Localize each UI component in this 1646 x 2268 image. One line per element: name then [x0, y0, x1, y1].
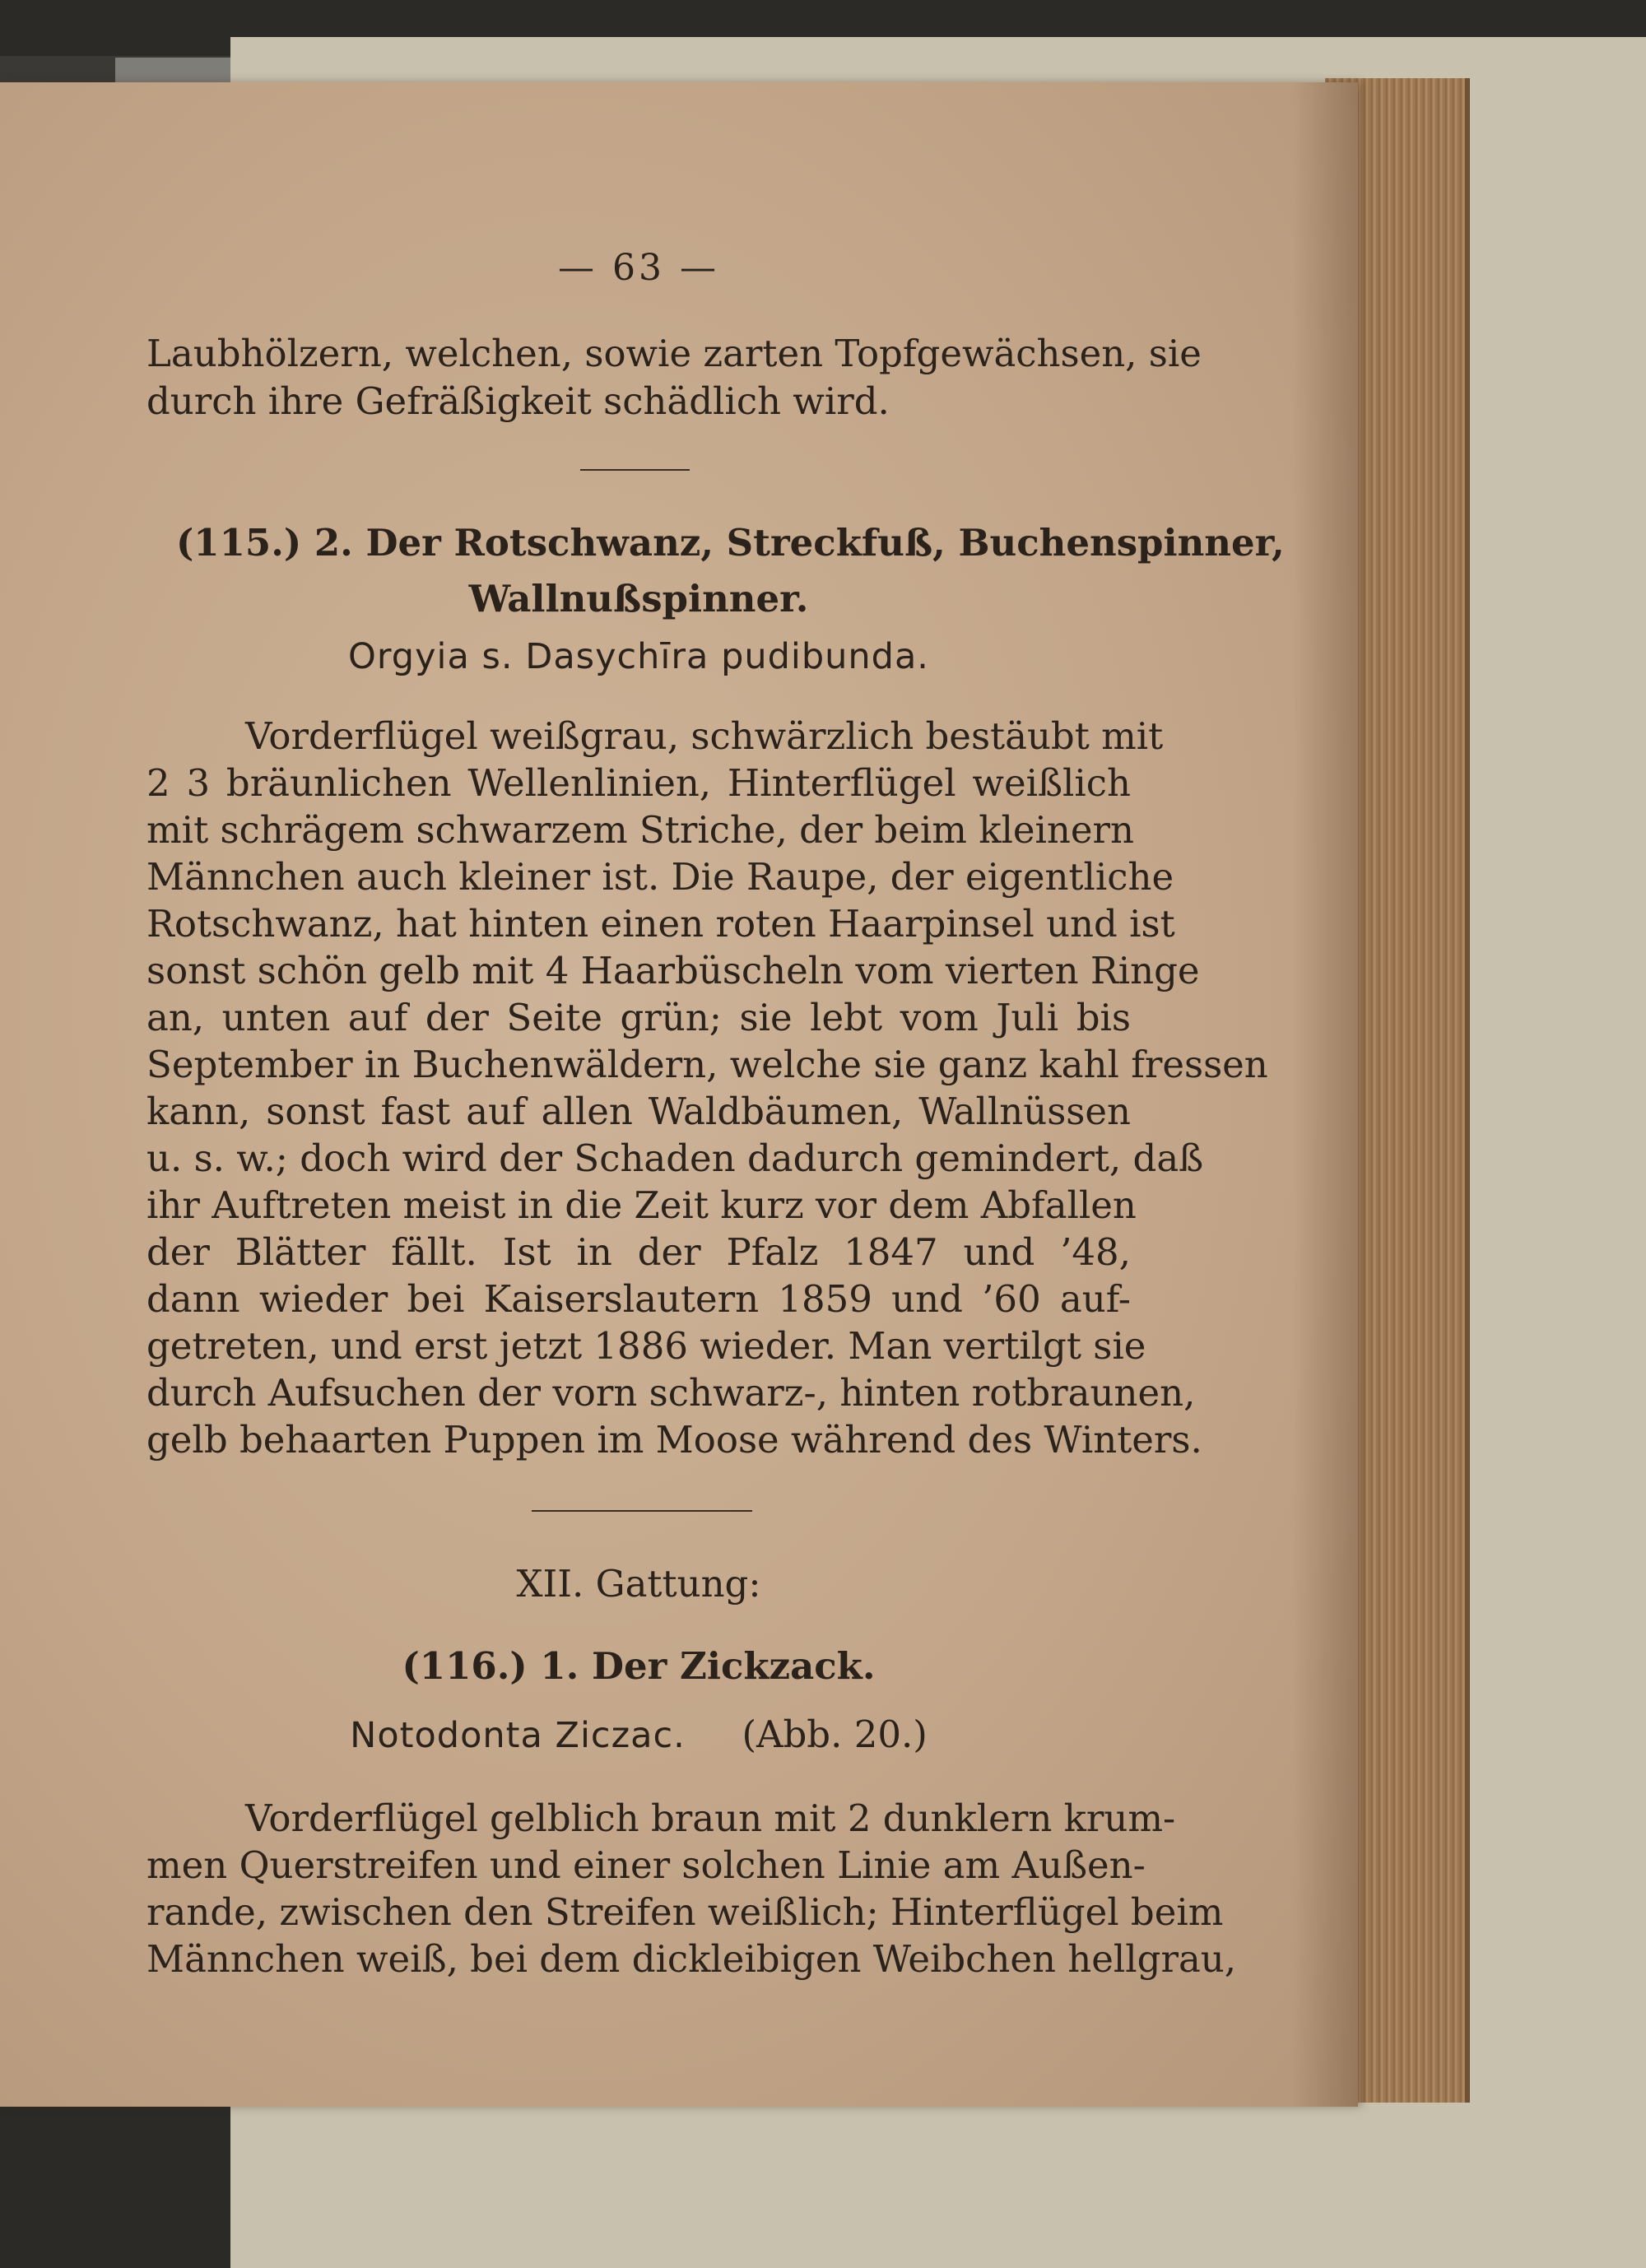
- species-115-desc-line-7: an, unten auf der Seite grün; sie lebt vom Juli bis: [146, 996, 1131, 1039]
- species-116-latin-name: Notodonta Ziczac.: [350, 1715, 686, 1756]
- species-116-heading: (116.) 1. Der Zickzack.: [402, 1644, 876, 1688]
- species-115-desc-line-8: September in Buchenwäldern, welche sie ganz kahl fressen: [146, 1043, 1268, 1086]
- section-divider-2: [532, 1510, 752, 1512]
- species-115-desc-line-6: sonst schön gelb mit 4 Haarbüscheln vom vierten Ringe: [146, 949, 1200, 992]
- species-115-desc-line-12: der Blätter fällt. Ist in der Pfalz 1847 und ’48,: [146, 1230, 1131, 1274]
- species-115-latin-name: Orgyia s. Dasychīra pudibunda.: [348, 636, 929, 677]
- species-115-desc-line-3: mit schrägem schwarzem Striche, der beim kleinern: [146, 808, 1135, 852]
- species-115-desc-line-14: getreten, und erst jetzt 1886 wieder. Man vertilgt sie: [146, 1324, 1146, 1368]
- species-115-desc-line-10: u. s. w.; doch wird der Schaden dadurch gemindert, daß: [146, 1136, 1204, 1180]
- species-116-desc-line-1: Vorderflügel gelblich braun mit 2 dunklern krum-: [245, 1796, 1176, 1840]
- species-115-desc-line-15: durch Aufsuchen der vorn schwarz-, hinten rotbraunen,: [146, 1371, 1196, 1415]
- section-divider-1: [580, 469, 690, 471]
- species-115-desc-line-4: Männchen auch kleiner ist. Die Raupe, der eigentliche: [146, 855, 1174, 899]
- page-number: — 63 —: [558, 247, 719, 289]
- species-115-heading-line-1: (115.) 2. Der Rotschwanz, Streckfuß, Buchenspinner,: [176, 521, 1285, 565]
- species-116-desc-line-3: rande, zwischen den Streifen weißlich; Hinterflügel beim: [146, 1890, 1224, 1934]
- species-115-desc-line-11: ihr Auftreten meist in die Zeit kurz vor dem Abfallen: [146, 1183, 1137, 1227]
- species-115-desc-line-16: gelb behaarten Puppen im Moose während des Winters.: [146, 1418, 1202, 1462]
- intro-line-1: Laubhölzern, welchen, sowie zarten Topfgewächsen, sie: [146, 332, 1202, 375]
- species-115-desc-line-9: kann, sonst fast auf allen Waldbäumen, Wallnüssen: [146, 1090, 1131, 1133]
- species-116-name-row: [146, 1710, 1131, 1760]
- book-page: [0, 82, 1358, 2107]
- page-gutter-shadow: [1292, 82, 1358, 2107]
- genus-heading: XII. Gattung:: [516, 1562, 761, 1606]
- species-115-desc-line-2: 2 3 bräunlichen Wellenlinien, Hinterflügel weißlich: [146, 761, 1131, 805]
- scan-edge-highlight: [115, 58, 230, 82]
- species-116-desc-line-2: men Querstreifen und einer solchen Linie am Außen-: [146, 1843, 1146, 1887]
- species-116-desc-line-4: Männchen weiß, bei dem dickleibigen Weibchen hellgrau,: [146, 1937, 1237, 1981]
- species-116-figure-ref: (Abb. 20.): [742, 1713, 928, 1756]
- species-115-heading-line-2: Wallnußspinner.: [468, 577, 809, 620]
- intro-line-2: durch ihre Gefräßigkeit schädlich wird.: [146, 379, 890, 423]
- species-115-desc-line-13: dann wieder bei Kaiserslautern 1859 und ’60 auf-: [146, 1277, 1131, 1321]
- species-115-desc-line-5: Rotschwanz, hat hinten einen roten Haarpinsel und ist: [146, 902, 1175, 946]
- species-115-desc-line-1: Vorderflügel weißgrau, schwärzlich bestäubt mit: [245, 714, 1164, 758]
